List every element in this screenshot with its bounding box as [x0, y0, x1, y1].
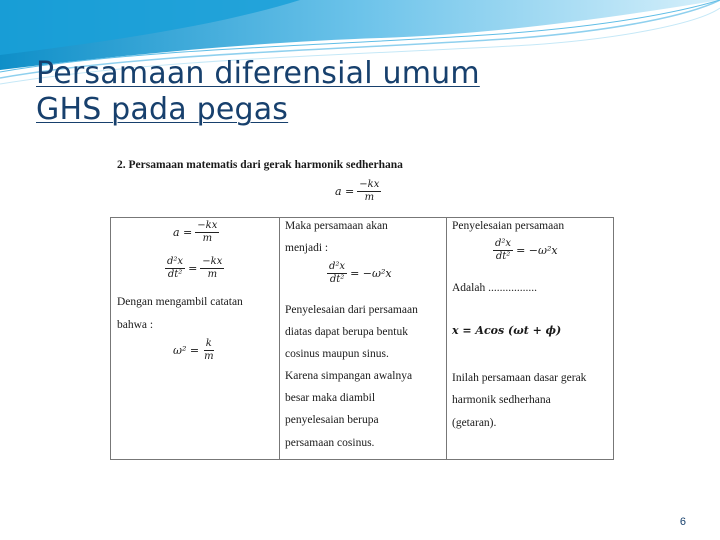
col2-eq-rhs: = −ω²x [350, 267, 392, 280]
page-number: 6 [679, 516, 686, 528]
col2-eq-lnum: d²x [329, 261, 346, 272]
col1-eq1-den: m [202, 233, 213, 244]
slide-title [36, 56, 516, 128]
col3-eq-lnum: d²x [495, 238, 512, 249]
col1-equation-2 [165, 256, 224, 281]
col1-eq1-lhs: a = [173, 226, 193, 239]
col1-eq3-num: k [205, 338, 212, 349]
col2-text-6: penyelesaian berupa [285, 414, 379, 426]
embedded-document-image [110, 157, 614, 460]
col1-eq2-num: −kx [202, 256, 223, 267]
col2-line-2: menjadi : [285, 242, 329, 254]
col2-eq-lden: dt² [329, 274, 345, 285]
col3-eq-rhs: = −ω²x [516, 244, 558, 257]
col3-text-1: Inilah persamaan dasar gerak [452, 372, 587, 384]
col3-solution-equation: x = Acos (ωt + ϕ) [452, 324, 562, 337]
col3-text-3: (getaran). [452, 417, 497, 429]
col2-text-5: besar maka diambil [285, 392, 376, 404]
col3-adalah: Adalah ................. [452, 282, 537, 294]
col3-text-2: harmonik sedherhana [452, 394, 551, 406]
col1-eq2-den: m [207, 269, 218, 280]
col2-text-2: diatas dapat berupa bentuk [285, 326, 408, 338]
col1-text-1: Dengan mengambil catatan [117, 296, 243, 308]
top-equation [335, 179, 381, 204]
col3-equation [493, 238, 558, 263]
top-eq-den: m [364, 192, 375, 203]
col1-eq3-den: m [204, 351, 214, 362]
col1-eq2-lnum: d²x [167, 256, 184, 267]
col2-text-4: Karena simpangan awalnya [285, 370, 413, 382]
col1-eq2-equals: = [188, 262, 198, 275]
col1-eq3-lhs: ω² = [173, 344, 200, 357]
col1-eq1-num: −kx [197, 220, 218, 231]
col2-line-1: Maka persamaan akan [285, 220, 388, 232]
table-divider-2 [446, 218, 447, 459]
col2-text-3: cosinus maupun sinus. [285, 348, 389, 360]
col2-equation [327, 261, 392, 286]
equation-table [110, 217, 614, 460]
slide-title-line-2: GHS pada pegas [36, 92, 289, 127]
col3-eq-lden: dt² [495, 251, 511, 262]
col1-equation-1 [173, 220, 219, 245]
col2-text-7: persamaan cosinus. [285, 437, 375, 449]
document-heading: 2. Persamaan matematis dari gerak harmonik sedherhana [117, 159, 403, 171]
col3-line-1: Penyelesaian persamaan [452, 220, 565, 232]
col1-equation-3 [173, 338, 216, 363]
col1-text-2: bahwa : [117, 319, 154, 331]
col2-text-1: Penyelesaian dari persamaan [285, 304, 418, 316]
col1-eq2-lden: dt² [167, 269, 183, 280]
table-divider-1 [279, 218, 280, 459]
slide-title-line-1: Persamaan diferensial umum [36, 56, 480, 91]
top-eq-lhs: a = [335, 185, 355, 198]
top-eq-num: −kx [359, 179, 380, 190]
